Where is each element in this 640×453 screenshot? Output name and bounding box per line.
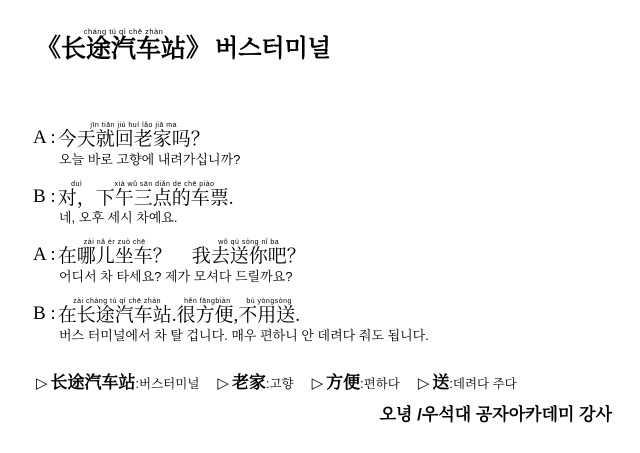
- dialogue-pinyin: zài nǎ ér zuò chē: [83, 239, 146, 247]
- vocabulary-separator: :: [135, 377, 140, 391]
- dialogue-pinyin: duì: [71, 180, 83, 188]
- title-korean: 버스터미널: [215, 35, 331, 63]
- triangle-right-icon: ▷: [36, 376, 48, 392]
- dialogue-chinese-text: 下午三点的车票.: [95, 187, 234, 209]
- dialogue-chinese-text: 在哪儿坐车？: [57, 246, 172, 268]
- dialogue-chinese-row: [33, 239, 613, 267]
- dialogue-chinese: [176, 298, 238, 326]
- title-line: [36, 28, 331, 63]
- triangle-right-icon: ▷: [217, 376, 229, 392]
- vocabulary-chinese: 方便: [326, 373, 361, 392]
- dialogue-speaker: A :: [33, 127, 56, 149]
- ruby-group: [96, 181, 234, 209]
- dialogue-chinese-row: [33, 181, 613, 209]
- vocabulary-korean: 버스터미널: [139, 377, 200, 391]
- triangle-right-icon: ▷: [311, 376, 324, 392]
- dialogue-line: [33, 181, 613, 227]
- dialogue-speaker: B :: [33, 185, 56, 207]
- title-ruby-group: [61, 28, 186, 63]
- vocabulary-item: [418, 368, 517, 393]
- title-pinyin: cháng tú qì chē zhàn: [83, 27, 164, 36]
- dialogue-chinese-text: 不用送.: [238, 304, 300, 326]
- vocabulary-item: [312, 368, 400, 393]
- triangle-right-icon: ▷: [417, 376, 430, 392]
- dialogue-korean: 버스 터미널에서 차 탈 겁니다. 매우 편하니 안 데려다 줘도 됩니다.: [59, 327, 429, 343]
- title-chinese: 长途汽车站: [61, 35, 187, 63]
- ruby-group: [58, 122, 210, 150]
- vocabulary-list: [36, 368, 535, 393]
- title-open-bracket: 《: [36, 35, 62, 63]
- ruby-group: [58, 239, 172, 267]
- dialogue-line: [33, 122, 613, 168]
- dialogue-block: [33, 122, 613, 356]
- ruby-group: [58, 298, 177, 326]
- dialogue-pinyin: zài cháng tú qì chē zhàn: [73, 297, 162, 305]
- dialogue-speaker: A :: [33, 244, 56, 266]
- dialogue-pinyin: xià wǔ sān diǎn de chē piào: [114, 180, 215, 188]
- dialogue-chinese-text: 在长途汽车站.: [57, 304, 177, 326]
- ruby-group: [238, 298, 300, 326]
- dialogue-korean: 오늘 바로 고향에 내려가십니까?: [59, 151, 241, 167]
- dialogue-pinyin: wǒ qù sòng nǐ ba: [218, 239, 280, 247]
- dialogue-korean: 네, 오후 세시 차예요.: [59, 210, 178, 226]
- dialogue-chinese: [58, 239, 172, 267]
- dialogue-chinese: [192, 239, 306, 267]
- vocabulary-separator: :: [265, 377, 270, 391]
- dialogue-chinese: [58, 298, 177, 326]
- dialogue-chinese-row: [33, 298, 613, 326]
- vocabulary-chinese: 长途汽车站: [50, 373, 136, 392]
- vocabulary-separator: :: [449, 377, 453, 391]
- ruby-group: [176, 298, 238, 326]
- dialogue-korean: 어디서 차 타세요? 제가 모셔다 드릴까요?: [59, 269, 293, 284]
- vocabulary-korean: 고향: [269, 377, 294, 391]
- ruby-group: [192, 239, 306, 267]
- vocabulary-korean: 데려다 주다: [452, 377, 517, 391]
- vocabulary-chinese: 老家: [231, 373, 266, 392]
- dialogue-chinese-text: 我去送你吧？: [191, 246, 306, 268]
- vocabulary-separator: :: [360, 377, 364, 391]
- dialogue-chinese: [58, 181, 96, 209]
- dialogue-chinese-text: 很方便,: [176, 304, 239, 326]
- vocabulary-item: [36, 368, 199, 393]
- dialogue-line: [33, 298, 613, 344]
- dialogue-chinese-text: 今天就回老家吗？: [57, 129, 210, 150]
- dialogue-pinyin: hěn fāngbiàn: [184, 297, 231, 305]
- vocabulary-korean: 편하다: [363, 377, 400, 391]
- vocabulary-chinese: 送: [432, 373, 450, 392]
- ruby-group: [58, 181, 96, 209]
- vocabulary-item: [217, 368, 293, 393]
- dialogue-line: [33, 239, 613, 285]
- dialogue-chinese-text: 对，: [57, 187, 96, 209]
- dialogue-pinyin: bù yòngsòng: [246, 297, 292, 305]
- dialogue-chinese: [96, 181, 234, 209]
- dialogue-speaker: B :: [33, 302, 56, 324]
- dialogue-pinyin: jīn tiān jiù huí lǎo jiā ma: [90, 122, 178, 129]
- dialogue-chinese: [238, 298, 300, 326]
- title-close-bracket: 》: [186, 35, 212, 63]
- page-title: [36, 28, 331, 63]
- dialogue-chinese-row: [33, 122, 613, 150]
- footer-credit: 오녕 /우석대 공자아카데미 강사: [379, 405, 612, 424]
- dialogue-chinese: [58, 122, 210, 150]
